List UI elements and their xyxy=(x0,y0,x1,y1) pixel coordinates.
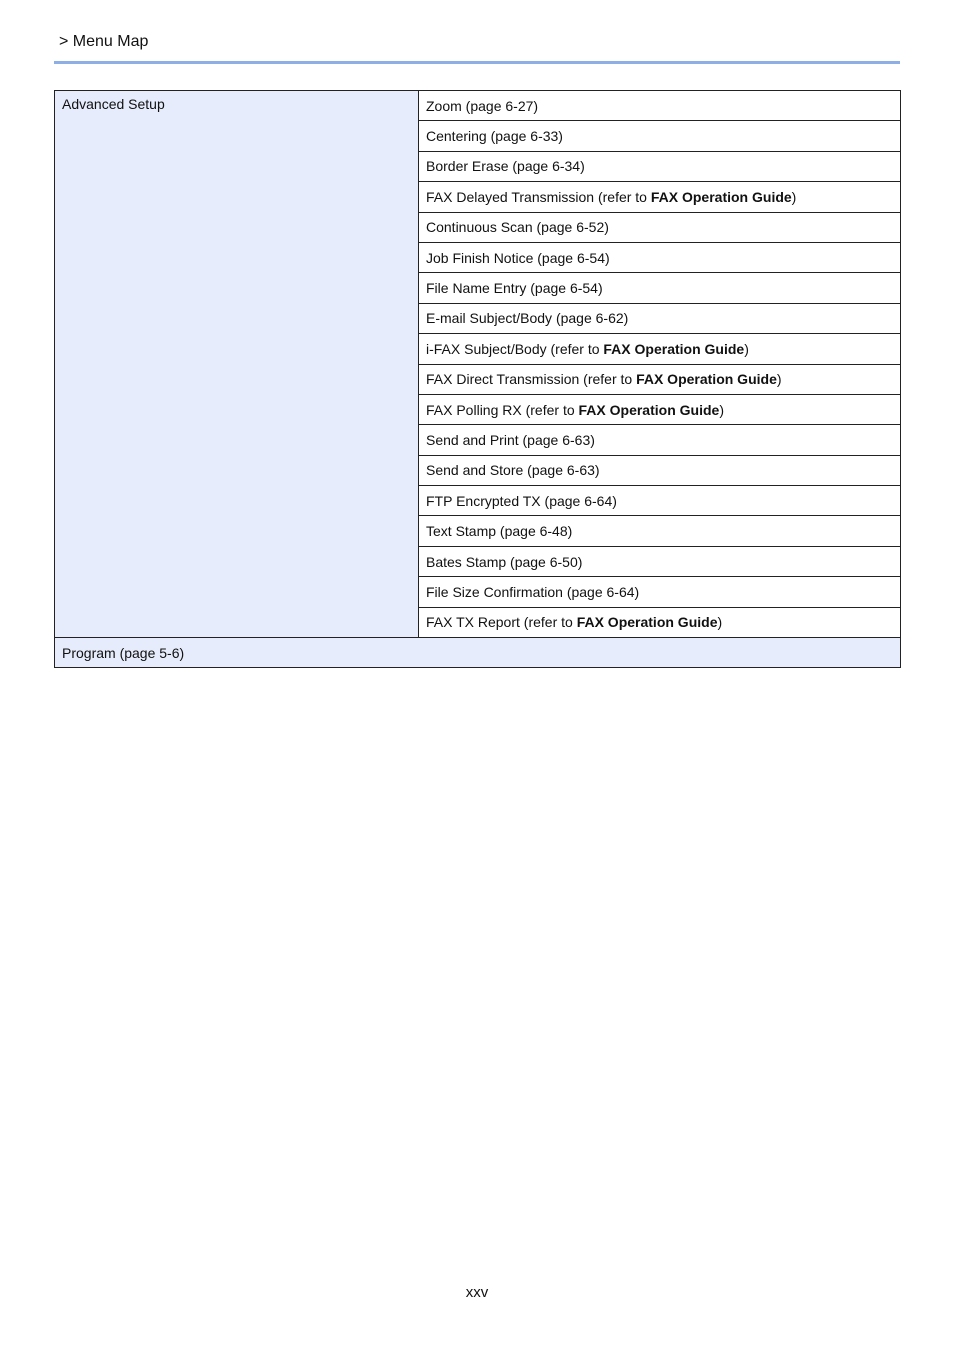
menu-item xyxy=(419,364,901,394)
menu-item-text-end: ) xyxy=(744,340,749,357)
menu-item xyxy=(419,486,901,516)
menu-item-reference: FAX Operation Guide xyxy=(576,614,718,631)
menu-item-text: Continuous Scan (page 6-52) xyxy=(426,219,609,236)
menu-item xyxy=(419,303,901,333)
menu-item-reference: FAX Operation Guide xyxy=(636,371,777,388)
group-cell-advanced-setup xyxy=(55,91,419,638)
menu-item xyxy=(419,455,901,485)
table-row xyxy=(55,638,901,668)
menu-item-reference: FAX Operation Guide xyxy=(650,188,792,205)
menu-item xyxy=(419,607,901,637)
menu-item-text: FAX TX Report (refer to xyxy=(426,614,577,631)
menu-item-text: Job Finish Notice (page 6-54) xyxy=(426,249,610,266)
menu-item-text: Zoom (page 6-27) xyxy=(426,97,539,114)
menu-item xyxy=(419,334,901,364)
menu-item xyxy=(419,394,901,424)
menu-item-text: Centering (page 6-33) xyxy=(426,128,563,145)
menu-item xyxy=(419,425,901,455)
menu-item-text-end: ) xyxy=(776,371,782,388)
group-label: Advanced Setup xyxy=(62,96,165,112)
menu-item xyxy=(419,182,901,212)
menu-item-text: File Size Confirmation (page 6-64) xyxy=(426,583,640,600)
page-number: xxv xyxy=(465,1284,489,1301)
menu-item-text-end: ) xyxy=(791,188,797,205)
menu-item-text: Text Stamp (page 6-48) xyxy=(426,523,573,540)
menu-item xyxy=(419,516,901,546)
menu-table-body xyxy=(55,91,901,668)
program-row-cell xyxy=(55,638,901,668)
menu-item-text: FTP Encrypted TX (page 6-64) xyxy=(426,492,617,509)
menu-item-text: FAX Direct Transmission (refer to xyxy=(426,371,637,388)
menu-item-text: FAX Polling RX (refer to xyxy=(426,401,579,418)
menu-item-text: Border Erase (page 6-34) xyxy=(426,158,585,175)
menu-item xyxy=(419,151,901,181)
menu-item-reference: FAX Operation Guide xyxy=(578,401,720,418)
menu-item-text: File Name Entry (page 6-54) xyxy=(426,280,603,297)
menu-item xyxy=(419,121,901,151)
menu-item xyxy=(419,546,901,576)
header-divider xyxy=(54,61,900,64)
breadcrumb[interactable]: > Menu Map xyxy=(59,33,149,50)
menu-item-text-end: ) xyxy=(719,401,724,418)
menu-item xyxy=(419,212,901,242)
menu-item-text: Send and Store (page 6-63) xyxy=(426,462,600,479)
menu-map-table xyxy=(54,90,901,668)
program-label: Program (page 5-6) xyxy=(62,644,185,661)
menu-item-text: Send and Print (page 6-63) xyxy=(426,431,595,448)
menu-item xyxy=(419,273,901,303)
menu-item-text: FAX Delayed Transmission (refer to xyxy=(426,188,651,205)
menu-item xyxy=(419,577,901,607)
menu-item-text: E-mail Subject/Body (page 6-62) xyxy=(426,310,629,327)
table-row xyxy=(55,91,901,121)
menu-item xyxy=(419,91,901,121)
menu-item xyxy=(419,242,901,272)
menu-item-text: Bates Stamp (page 6-50) xyxy=(426,553,583,570)
menu-item-text: i-FAX Subject/Body (refer to xyxy=(426,340,604,357)
menu-item-reference: FAX Operation Guide xyxy=(603,340,745,357)
menu-item-text-end: ) xyxy=(717,614,723,631)
